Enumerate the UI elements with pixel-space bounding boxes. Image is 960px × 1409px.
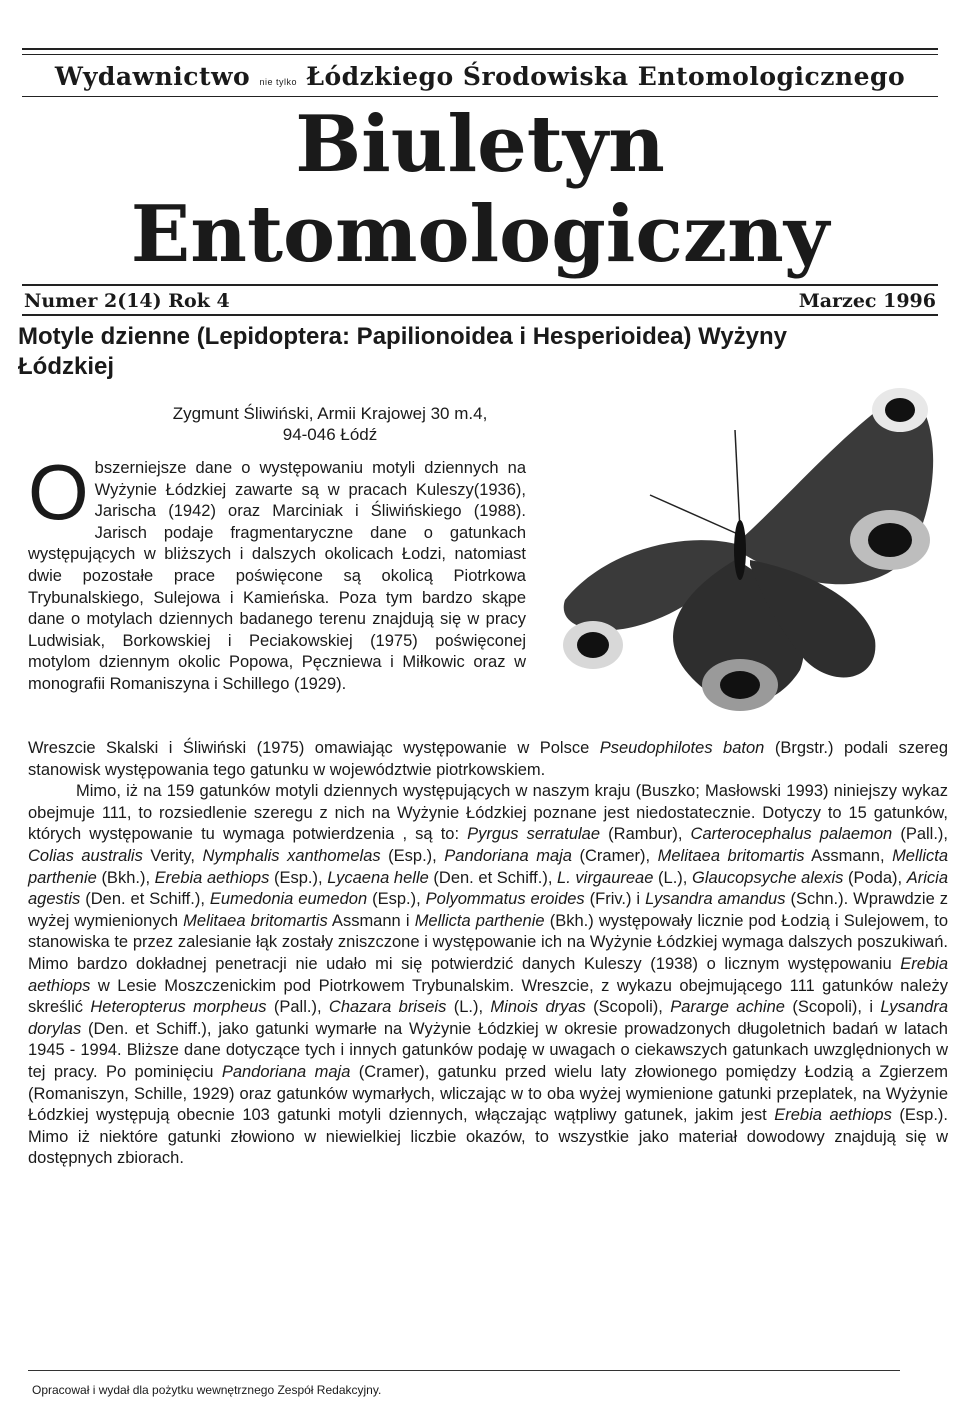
species-name: Melitaea britomartis (657, 846, 805, 865)
text-span: (Den. et Schiff.), (428, 868, 558, 887)
species-name: Glaucopsyche alexis (692, 868, 844, 887)
species-name: Lysandra dorylas (28, 998, 949, 1038)
peacock-butterfly-illustration (545, 370, 945, 740)
species-name: Polyommatus eroides (425, 890, 585, 909)
species-name: Chazara briseis (328, 998, 447, 1017)
species-name: Lycaena helle (327, 868, 429, 887)
text-span: (Esp.), (367, 890, 426, 909)
drop-cap: O (28, 448, 89, 536)
text-span: Assmann i (327, 911, 415, 930)
issue-rule (22, 314, 938, 316)
issue-date: Marzec 1996 (798, 290, 936, 312)
masthead-line2: Entomologiczny (130, 189, 830, 280)
footer-credit: Opracował i wydał dla pożytku wewnętrznego Zespół Redakcyjny. (32, 1383, 382, 1397)
issue-number: Numer 2(14) Rok 4 (24, 290, 230, 312)
text-span: (L.), (446, 998, 491, 1017)
species-name: Aricia agestis (28, 868, 949, 909)
species-name: Carterocephalus palaemon (690, 825, 893, 844)
text-span: (Den. et Schiff.), (80, 890, 210, 909)
species-name: Melitaea britomartis (183, 911, 328, 930)
publisher-rule (22, 96, 938, 97)
intro-paragraph (28, 448, 526, 696)
text-span: (Brgstr.) podali szereg stanowisk występowania tego gatunku w województwie piotrkowskiem. (28, 739, 948, 779)
intro-text: bszerniejsze dane o występowaniu motyli dziennych na Wyżynie Łódzkiej zawarte są w pracach Kuleszy(1936), Jarischa (1942) oraz Marciniak i Śliwińskiego (1988). Jarisch podaje fragmentaryczne dane o gatunkach występujących w bliższych i dalszych okolicach Łodzi, natomiast dwie pozostałe prace poświęcone są okolicą Piotrkowa Trybunalskiego, Sulejowa i Kamieńska. Poza tym bardzo skąpe dane o motylach dziennych badanego terenu znajdują się w pracy Ludwisiak, Borkowskiej i Peciakowskiej (1975) poświęconej motylom dziennym okolic Popowa, Pęczniewa i Miłkowic oraz w monografii Romaniszyna i Schillego (1929). (28, 459, 526, 693)
text-span: (Poda), (843, 868, 907, 887)
text-span: (Scopoli), (585, 998, 671, 1017)
text-span: (Rambur), (600, 825, 691, 844)
text-span: (Den. et Schiff.), jako gatunki wymarłe na Wyżynie Łódzkiej w okresie prowadzonych długoletnich badań w latach 1945 - 1994. Bliższe dane dotyczące tych i innych gatunków podaję w uwagach o ciekawszych gatunkach uwzględnionych w tej pracy. Po pominięciu (28, 1019, 948, 1081)
species-name: L. virgaureae (557, 868, 654, 887)
text-span: w Lesie Moszczenickim pod Piotrkowem Trybunalskim. Wreszcie, z wykazu obejmującego 111 gatunków należy skreślić (28, 976, 948, 1017)
species-name: Pyrgus serratulae (467, 825, 601, 844)
species-name: Heteropterus morpheus (90, 998, 267, 1017)
text-span: (Esp.). Mimo iż niektóre gatunki złowiono w niewielkiej liczbie okazów, to wszystkie jako materiał dowodowy znajdują się w dostępnych zbiorach. (28, 1106, 948, 1168)
species-name: Nymphalis xanthomelas (202, 846, 381, 865)
species-name: Mellicta parthenie (414, 911, 545, 930)
text-span: (Cramer), (571, 846, 658, 865)
publisher-pre: Wydawnictwo (54, 62, 251, 91)
paragraph-1-text (28, 738, 948, 781)
species-name: Colias australis (28, 846, 143, 865)
author-line1: Zygmunt Śliwiński, Armii Krajowej 30 m.4, (172, 404, 488, 423)
species-name: Pandoriana maja (221, 1062, 351, 1081)
text-span: (Bkh.), (96, 868, 155, 887)
species-name: Erebia aethiops (28, 954, 948, 995)
top-rule (22, 48, 938, 50)
species-name: Erebia aethiops (154, 868, 270, 887)
text-span: Wreszcie Skalski i Śliwiński (1975) omawiając występowanie w Polsce (28, 739, 600, 757)
text-span: (Schn.). Wprawdzie z wyżej wymienionych (28, 890, 948, 930)
species-name: Pandoriana maja (444, 846, 572, 865)
text-span: Assmann, (804, 846, 893, 865)
text-span: (Friv.) i (584, 890, 646, 909)
text-span: Verity, (142, 846, 203, 865)
publisher-line (0, 62, 960, 91)
species-name: Lysandra amandus (645, 890, 786, 909)
publisher-post: Łódzkiego Środowiska Entomologicznego (306, 62, 906, 91)
masthead-rule (22, 284, 938, 286)
species-name: Pararge achine (670, 998, 785, 1017)
publisher-small: nie tylko (259, 77, 297, 87)
author-line2: 94-046 Łódź (282, 425, 378, 444)
article-title: Motyle dzienne (Lepidoptera: Papilionoidea i Hesperioidea) Wyżyny Łódzkiej (18, 323, 788, 380)
text-span: (Pall.), (266, 998, 329, 1017)
text-span: Mimo, iż na 159 gatunków motyli dziennych występujących w naszym kraju (Buszko; Masłowski 1993) niniejszy wykaz obejmuje 111, to rozsiedlenie szeregu z nich na Wyżynie Łódzkiej poznane jest niedostatecznie. Dotyczy to 15 gatunków, których występowanie tu wymaga potwierdzenia , są to: (28, 782, 948, 844)
species-name: Eumedonia eumedon (209, 890, 368, 909)
text-span: (L.), (653, 868, 692, 887)
text-span: (Bkh.) występowały licznie pod Łodzią i Sulejowem, to stanowiska te przez zalesianie łąk zostały zniszczone i występowanie ich na Wyżynie Łódzkiej wymaga dalszych poszukiwań. Mimo bardzo dokładnej penetracji nie udało mi się potwierdzić danych Kuleszy (1938) o licznym występowaniu (28, 911, 948, 973)
text-span: (Esp.), (380, 846, 445, 865)
paragraph-2 (28, 781, 948, 1170)
footer-rule (28, 1370, 900, 1371)
masthead-line1: Biuletyn (295, 99, 665, 190)
text-span: (Pall.), (892, 825, 949, 844)
species-name: Pseudophilotes baton (599, 739, 765, 757)
text-span: (Cramer), gatunku przed wielu laty złowionego pomiędzy Łodzią a Zgierzem (Romaniszyn, Schille, 1929) oraz gatunków wymarłych, wliczając w to oba wyżej wymienione gatunki przeplatek, na Wyżynie Łódzkiej występują obecnie 103 gatunki motyli dziennych, włączając wątpliwy gatunek, jakim jest (28, 1062, 949, 1125)
species-name: Mellicta parthenie (28, 846, 948, 887)
species-name: Minois dryas (490, 998, 586, 1017)
text-span: (Esp.), (269, 868, 328, 887)
article-body (28, 740, 948, 1170)
species-name: Erebia aethiops (774, 1106, 892, 1125)
text-span: (Scopoli), i (784, 998, 881, 1017)
top-rule-thin (22, 54, 938, 55)
